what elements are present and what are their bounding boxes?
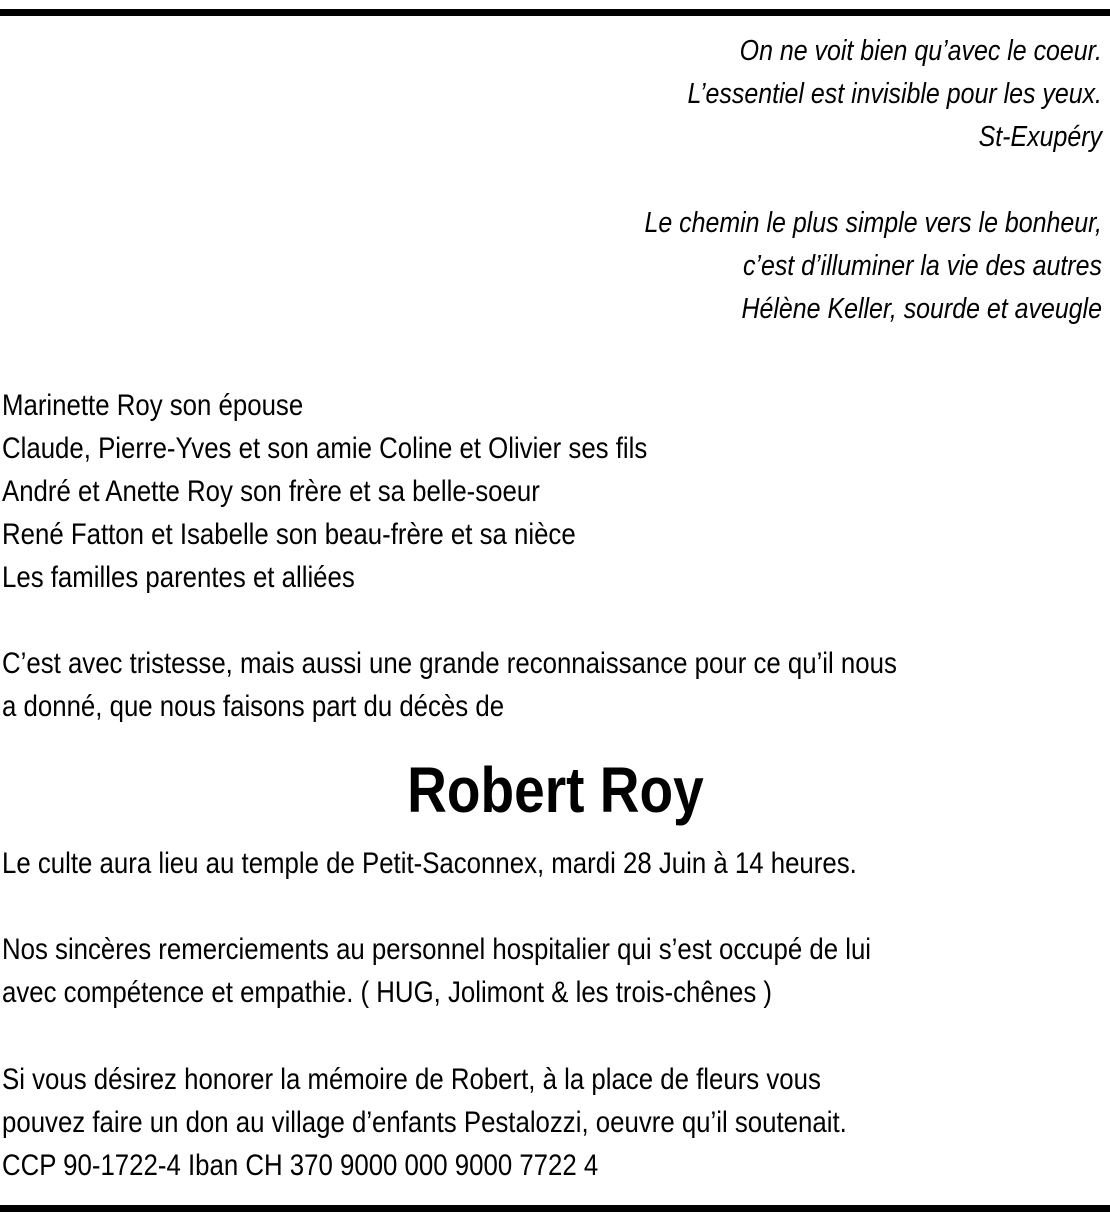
ceremony-info: Le culte aura lieu au temple de Petit-Saconnex, mardi 28 Juin à 14 heures. <box>2 847 857 880</box>
donation-line: pouvez faire un don au village d’enfants Pestalozzi, oeuvre qu’il soutenait. <box>2 1106 847 1139</box>
family-member: Les familles parentes et alliées <box>2 561 355 594</box>
donation-bank-details: CCP 90-1722-4 Iban CH 370 9000 000 9000 7722 4 <box>2 1149 599 1182</box>
intro-line: C’est avec tristesse, mais aussi une grande reconnaissance pour ce qu’il nous <box>2 647 897 680</box>
deceased-name-text: Robert Roy <box>406 754 704 826</box>
deceased-name <box>0 752 1110 828</box>
quote-author: St-Exupéry <box>978 121 1102 153</box>
quote-helen-keller <box>645 202 1102 331</box>
quote-author: Hélène Keller, sourde et aveugle <box>741 293 1102 325</box>
quote-saint-exupery <box>687 30 1102 159</box>
bottom-rule <box>0 1205 1110 1212</box>
quote-line: Le chemin le plus simple vers le bonheur, <box>644 207 1102 239</box>
announcement-intro <box>2 642 897 728</box>
intro-line: a donné, que nous faisons part du décès de <box>2 690 505 723</box>
thanks-paragraph <box>2 928 871 1014</box>
thanks-line: avec compétence et empathie. ( HUG, Jolimont & les trois-chênes ) <box>2 976 773 1009</box>
family-member: André et Anette Roy son frère et sa belle-soeur <box>2 475 540 508</box>
quote-line: c’est d’illuminer la vie des autres <box>742 250 1102 282</box>
quote-line: On ne voit bien qu’avec le coeur. <box>739 35 1102 67</box>
family-member: Marinette Roy son épouse <box>2 389 304 422</box>
family-member: René Fatton et Isabelle son beau-frère et sa nièce <box>2 518 576 551</box>
thanks-line: Nos sincères remerciements au personnel hospitalier qui s’est occupé de lui <box>2 933 872 966</box>
donation-line: Si vous désirez honorer la mémoire de Robert, à la place de fleurs vous <box>2 1063 821 1096</box>
top-rule <box>0 9 1110 16</box>
donation-paragraph <box>2 1058 847 1187</box>
family-list <box>2 384 647 599</box>
family-member: Claude, Pierre-Yves et son amie Coline et Olivier ses fils <box>2 432 648 465</box>
quote-line: L’essentiel est invisible pour les yeux. <box>687 78 1102 110</box>
